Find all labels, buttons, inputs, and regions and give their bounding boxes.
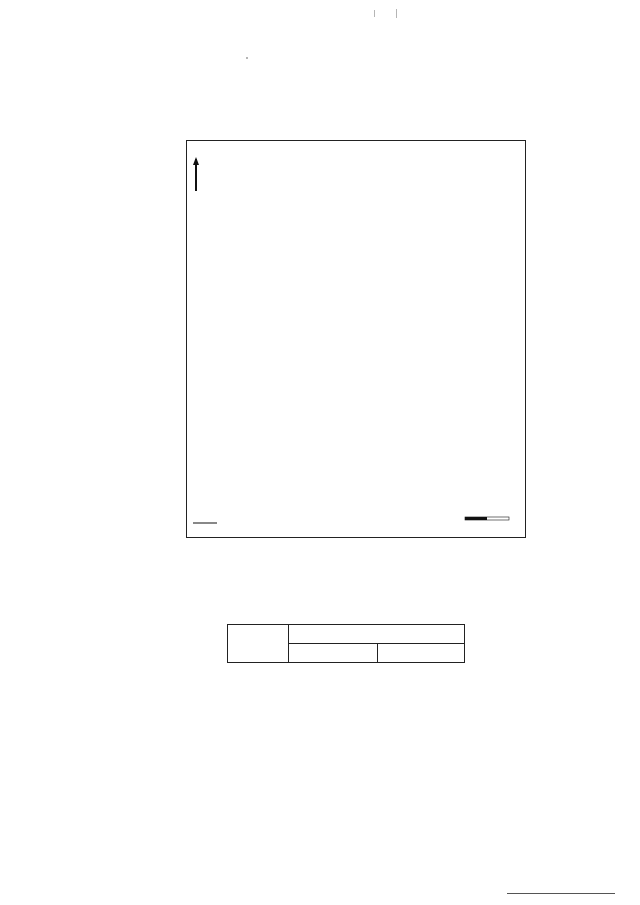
scan-line-mark (507, 893, 615, 894)
map-canvas (187, 141, 525, 537)
scale-bar-fill (465, 517, 487, 520)
coordinates-table (227, 624, 465, 663)
header-latitude (289, 644, 378, 663)
header-point-number (228, 625, 289, 663)
scale-bar (465, 517, 509, 520)
boundary-map (186, 140, 526, 538)
header-longitude (378, 644, 465, 663)
scan-speck (374, 10, 375, 17)
coordinates-intro (104, 560, 582, 577)
table-header-row (228, 625, 465, 644)
header-coordinates (289, 625, 465, 644)
compass-arrow-head-icon (193, 157, 199, 165)
scan-speck (246, 57, 248, 59)
scan-speck (396, 9, 397, 18)
section-heading (104, 76, 582, 93)
compass (193, 157, 199, 191)
